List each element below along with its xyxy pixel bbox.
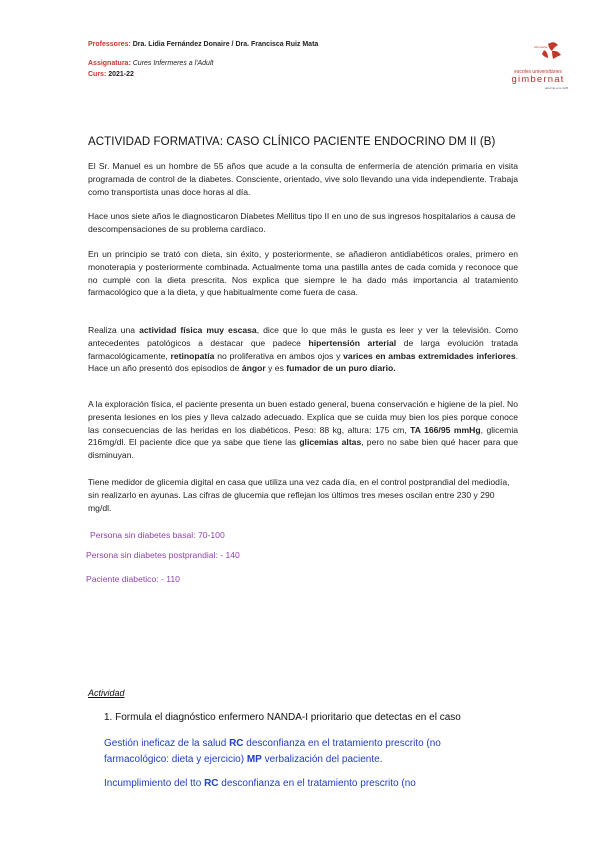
subject-label: Assignatura:: [88, 60, 131, 67]
logo-line2: escoles universitàries: [514, 69, 562, 75]
paragraph-6: Tiene medidor de glicemia digital en casa que utiliza una vez cada día, en el control postprandial del mediodía, sin realizarlo en ayunas. Las cifras de glucemia que reflejan los últimos tres meses oscilan entre 230 y 290 mg/dl.: [88, 477, 510, 513]
professors-label: Professores:: [88, 41, 131, 48]
paragraph-1: El Sr. Manuel es un hombre de 55 años que acude a la consulta de enfermería de atención primaria en visita programada de control de la diabetes. Consciente, orientado, vive solo llevando una vida independiente. Trabaja como transportista unas doce horas al día.: [88, 161, 518, 197]
subject-line: [88, 59, 213, 68]
reference-postprandial: Persona sin diabetes postprandial: - 140: [86, 550, 240, 560]
reference-basal: Persona sin diabetes basal: 70-100: [90, 530, 225, 540]
logo-name: gimbernat: [511, 74, 565, 85]
document-title: ACTIVIDAD FORMATIVA: CASO CLÍNICO PACIENTE ENDOCRINO DM II (B): [88, 136, 496, 148]
logo-tiny: adscrita a la UAB: [544, 86, 568, 90]
paragraph-5: A la exploración física, el paciente presenta un buen estado general, buena conservación e higiene de la piel. No presenta lesiones en los pies y lleva calzado adecuado. Explica que se cuida muy bien los pies porque conoce las consecuencias de las heridas en los diabéticos. Peso: 88 kg, altura: 175 cm, TA 166/95 mmHg, glicemia 216mg/dl. El paciente dice que ya sabe que tiene las glicemias altas, pero no sabe bien qué hacer para que disminuyan.: [88, 399, 519, 461]
question-1: 1. Formula el diagnóstico enfermero NANDA-I prioritario que detectas en el caso: [104, 712, 461, 723]
logo-line1: infermeria: [534, 45, 548, 49]
course-line: [88, 70, 134, 79]
reference-diabetic: Paciente diabetico: - 110: [86, 574, 180, 584]
activity-heading: Actividad: [88, 688, 125, 698]
paragraph-4: Realiza una actividad física muy escasa, dice que lo que más le gusta es leer y ver la televisión. Como antecedentes patológicos a destacar que padece hipertensión arterial de larga evolución tratada farmacológicamente, retinopatía no proliferativa en ambos ojos y varices en ambas extremidades inferiores. Hace un año presentó dos episodios de ángor y es fumador de un puro diario.: [88, 325, 519, 374]
subject-value: Cures Infermeres a l'Adult: [132, 60, 214, 67]
professors-value: Dra. Lidia Fernández Donaire / Dra. Francisca Ruiz Mata: [132, 41, 319, 48]
course-value: 2021-22: [108, 71, 134, 78]
answer-2: Incumplimiento del tto RC desconfianza en el tratamiento prescrito (no: [104, 778, 416, 789]
paragraph-3: En un principio se trató con dieta, sin éxito, y posteriormente, se añadieron antidiabéticos orales, primero en monoterapia y posteriormente combinada. Actualmente toma una pastilla antes de cada comida y reconoce que no cumple con la dieta prescrita. Nos explica que siempre le ha dado más importancia al tratamiento farmacológico que a la dieta, y que habitualmente come fuera de casa.: [88, 249, 518, 298]
gimbernat-emblem-icon: [508, 40, 568, 64]
course-label: Curs:: [88, 71, 107, 78]
answer-1: Gestión ineficaz de la salud RC desconfianza en el tratamiento prescrito (no farmacológico: dieta y ejercicio) MP verbalización del paciente.: [104, 738, 441, 765]
professors-line: [88, 40, 318, 49]
paragraph-2: Hace unos siete años le diagnosticaron Diabetes Mellitus tipo II en uno de sus ingresos hospitalarios a causa de descompensaciones de su problema cardíaco.: [88, 211, 516, 234]
